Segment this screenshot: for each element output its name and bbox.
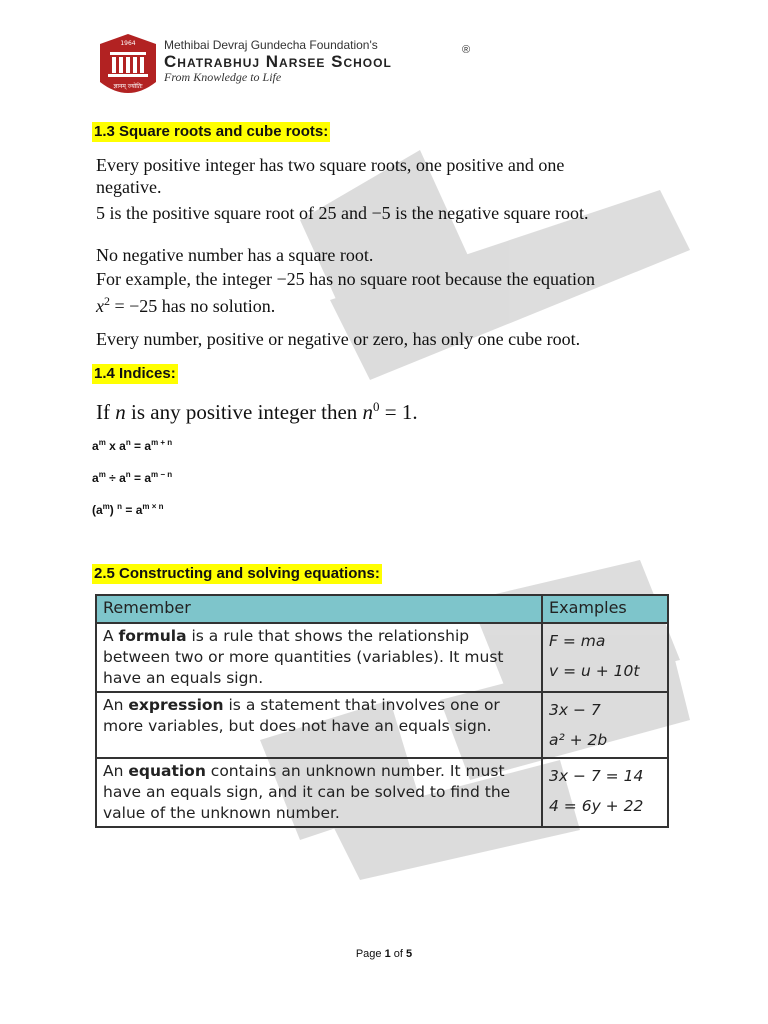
paragraph-cube-root: Every number, positive or negative or zero, has only one cube root. [96,329,581,349]
example-line-2: = −25 has no solution. [110,296,276,316]
page-number: Page 1 of 5 [355,948,413,960]
examples-cell: F = ma v = u + 10t [542,623,668,692]
table-row-equation [96,758,668,827]
statement-text-2: is any positive integer then [125,400,363,424]
index-rule-power: $(a^m) ^n = a^{m \times n}$ [92,502,164,517]
paragraph-example [96,268,696,317]
definition-cell: A formula is a rule that shows the relationship between two or more quantities (variables). It must have an equals sign. [96,623,542,692]
table-row-formula [96,623,668,692]
school-tagline: From Knowledge to Life [164,70,282,84]
foundation-name: Methibai Devraj Gundecha Foundation's [164,38,378,52]
column-header-remember: Remember [96,595,542,623]
paragraph-two-square-roots: Every positive integer has two square roots, one positive and one negative. [96,155,565,197]
index-rule-divide: $a^m \div a^n = a^{m - n}$ [92,470,173,485]
school-logo [96,30,160,110]
table-row-expression [96,692,668,758]
registered-mark: ® [462,44,471,56]
section-heading-1-4: 1.4 Indices: [94,365,176,382]
equations-table [95,594,669,828]
example-exponent: 2 [104,294,110,308]
section-heading-2-5: 2.5 Constructing and solving equations: [94,565,380,582]
school-name: Chatrabhuj Narsee School [164,52,392,71]
column-header-examples: Examples [542,595,668,623]
svg-text:ज्ञानम् ज्योतिः: ज्ञानम् ज्योतिः [113,83,143,90]
section-heading-1-3: 1.3 Square roots and cube roots: [94,123,329,140]
statement-text-3: = 1. [379,400,418,424]
paragraph-square-root-of-25: 5 is the positive square root of 25 and −5 is the negative square root. [96,203,589,223]
example-variable: x [96,296,104,316]
examples-cell: 3x − 7 a² + 2b [542,692,668,758]
paragraph-no-negative-root: No negative number has a square root. [96,245,374,265]
examples-cell: 3x − 7 = 14 4 = 6y + 22 [542,758,668,827]
definition-cell: An equation contains an unknown number. It must have an equals sign, and it can be solved to find the value of the unknown number. [96,758,542,827]
statement-var-n: n [115,400,126,424]
statement-text-1: If [96,400,116,424]
indices-statement [96,396,696,423]
definition-cell: An expression is a statement that involves one or more variables, but does not have an equals sign. [96,692,542,758]
example-line-1: For example, the integer −25 has no square root because the equation [96,269,595,289]
svg-text:1964: 1964 [120,40,136,47]
statement-var-n2: n [362,400,374,424]
index-rule-multiply: $a^m$ x $a^n = a^{m + n}$ [92,438,173,453]
statement-exponent: 0 [373,399,380,414]
